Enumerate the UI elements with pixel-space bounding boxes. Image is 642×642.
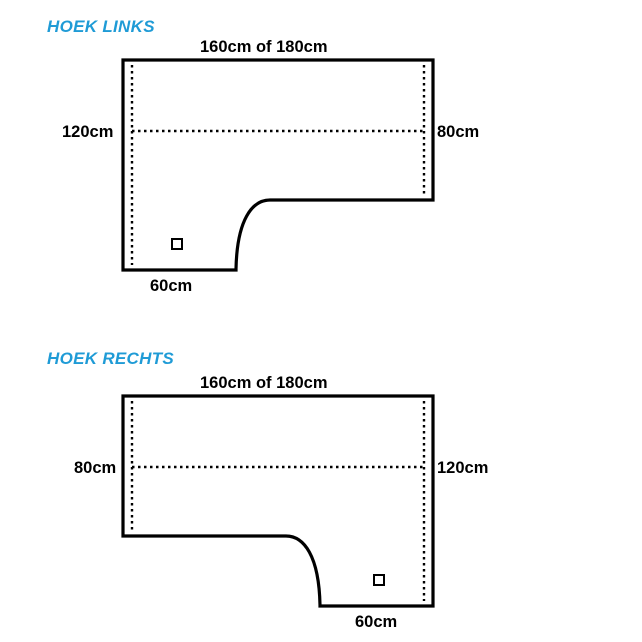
label-bottom-width-right: 60cm	[355, 613, 398, 631]
desktop-outline-left	[123, 60, 433, 270]
label-left-depth-right: 80cm	[74, 459, 117, 477]
section-title-hoek-rechts: HOEK RECHTS	[47, 349, 175, 368]
fixing-point-icon-left	[171, 238, 183, 250]
shape-hoek-rechts-svg	[120, 391, 440, 616]
shape-hoek-links	[120, 55, 440, 280]
label-bottom-width-left: 60cm	[150, 277, 193, 295]
label-right-depth-right: 120cm	[437, 459, 489, 477]
shape-hoek-rechts	[120, 391, 440, 616]
label-top-width-left: 160cm of 180cm	[200, 38, 328, 56]
label-top-width-right: 160cm of 180cm	[200, 374, 328, 392]
desktop-outline-right	[123, 396, 433, 606]
section-title-hoek-links: HOEK LINKS	[47, 17, 155, 36]
label-right-depth-left: 80cm	[437, 123, 480, 141]
label-left-depth-left: 120cm	[62, 123, 114, 141]
shape-hoek-links-svg	[120, 55, 440, 280]
fixing-point-icon-right	[373, 574, 385, 586]
